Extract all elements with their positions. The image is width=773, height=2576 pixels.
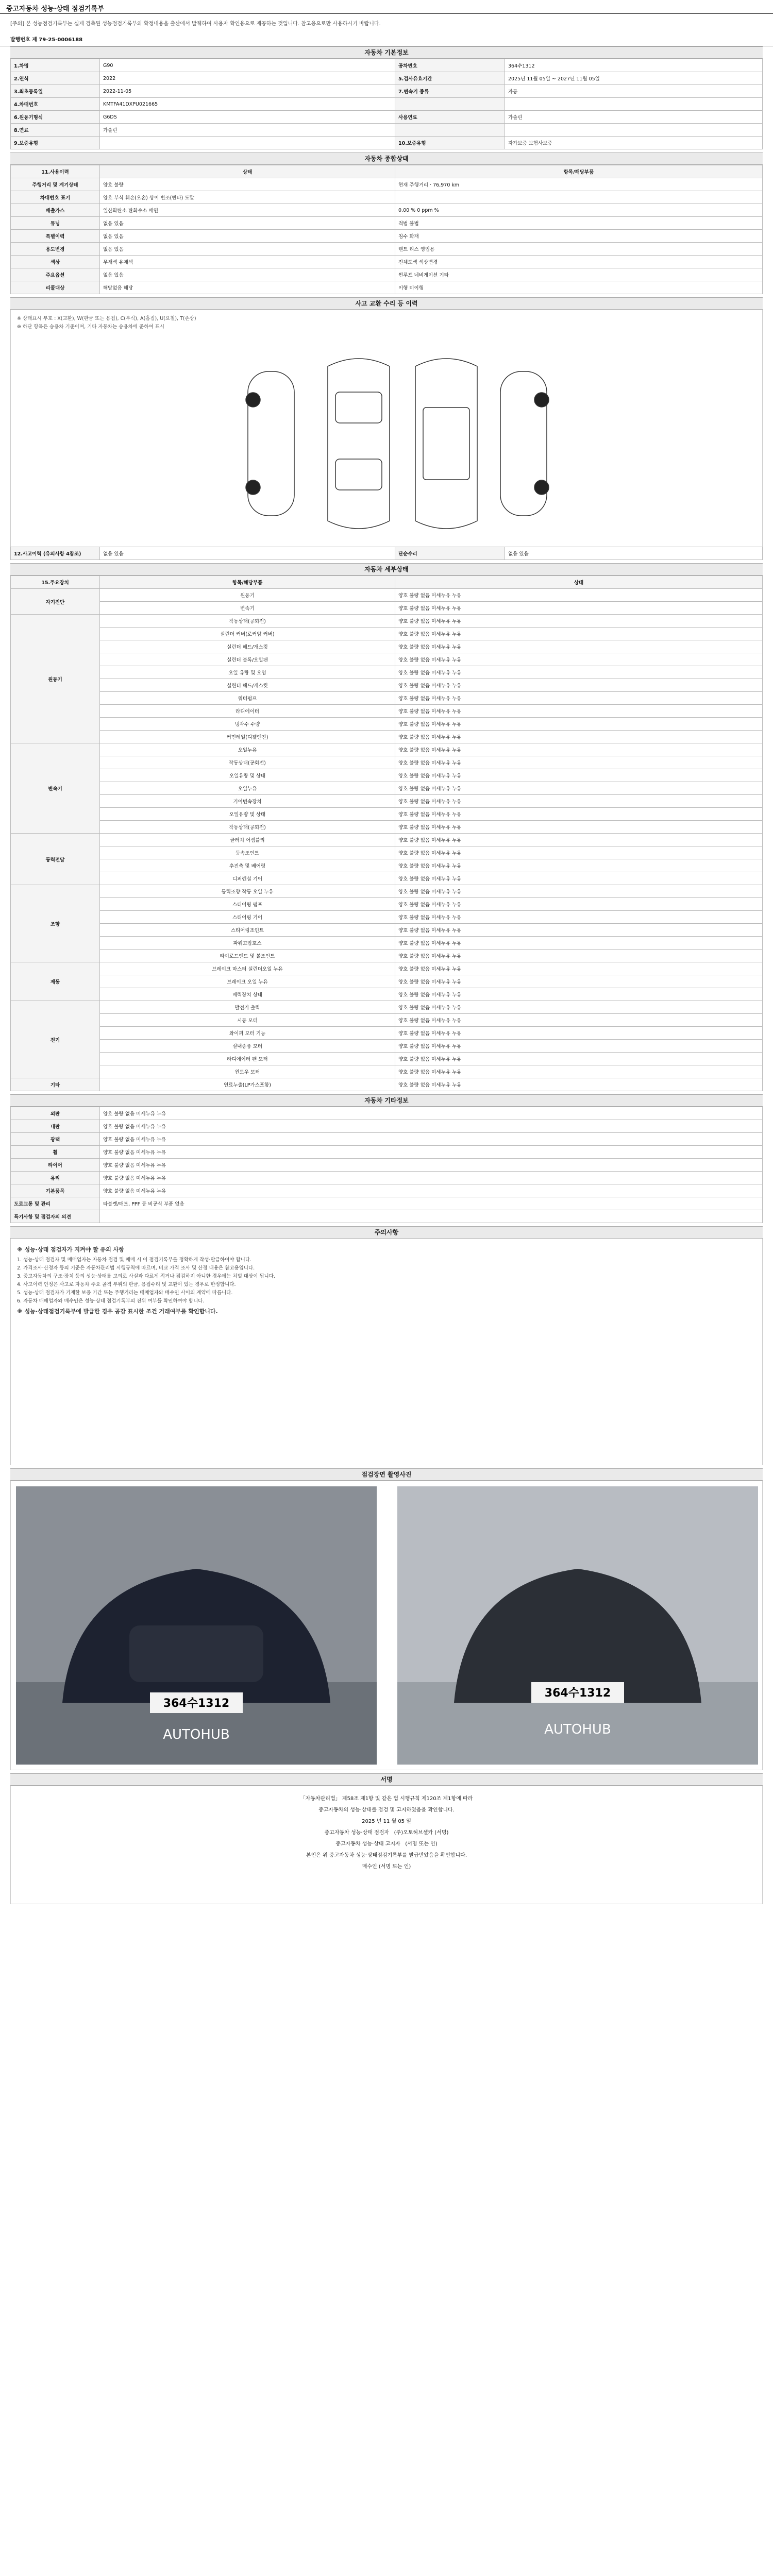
diagram-legend <box>17 315 196 331</box>
status-header: 자동차 종합상태 <box>10 152 763 165</box>
status-state: 해당없음 해당 <box>100 281 395 294</box>
detail-state: 양호 불량 없음 미세누유 누유 <box>395 988 763 1001</box>
detail-state: 양호 불량 없음 미세누유 누유 <box>395 1040 763 1053</box>
detail-row <box>11 679 763 692</box>
detail-row <box>11 821 763 834</box>
detail-item: 오일누유 <box>100 743 395 756</box>
detail-item: 실린더 헤드/개스킷 <box>100 640 395 653</box>
detail-state: 양호 불량 없음 미세누유 누유 <box>395 872 763 885</box>
extra-item: 광택 <box>11 1133 100 1146</box>
extra-item: 기본품목 <box>11 1184 100 1197</box>
status-row <box>11 268 763 281</box>
detail-item: 동력조향 작동 오일 누유 <box>100 885 395 898</box>
status-state: 양호 불량 <box>100 178 395 191</box>
detail-item: 냉각수 수량 <box>100 718 395 731</box>
detail-state: 양호 불량 없음 미세누유 누유 <box>395 898 763 911</box>
detail-item: 오일누유 <box>100 782 395 795</box>
status-row <box>11 204 763 217</box>
detail-item: 오일유량 및 상태 <box>100 808 395 821</box>
basic-value-2: 자가보증 보험사보증 <box>505 137 763 149</box>
detail-state: 양호 불량 없음 미세누유 누유 <box>395 602 763 615</box>
brand-front: AUTOHUB <box>163 1727 230 1742</box>
basic-value: G6DS <box>100 111 395 124</box>
extra-row <box>11 1172 763 1184</box>
basic-row <box>11 72 763 85</box>
detail-item: 시동 모터 <box>100 1014 395 1027</box>
status-name: 배출가스 <box>11 204 100 217</box>
basic-label-2: 사용연료 <box>395 111 505 124</box>
detail-row <box>11 628 763 640</box>
detail-item: 발전기 출력 <box>100 1001 395 1014</box>
detail-state: 양호 불량 없음 미세누유 누유 <box>395 769 763 782</box>
detail-row <box>11 666 763 679</box>
extra-row <box>11 1146 763 1159</box>
sign-line-2: 중고자동차의 성능·상태를 점검 및 고지하였음을 확인합니다. <box>318 1807 455 1813</box>
detail-state: 양호 불량 없음 미세누유 누유 <box>395 808 763 821</box>
notes-line: 1. 성능·상태 점검자 및 매매업자는 자동차 점검 및 매매 시 이 점검기록부를 정확하게 작성·발급하여야 합니다. <box>17 1257 252 1263</box>
sign-header: 서명 <box>10 1773 763 1786</box>
detail-state: 양호 불량 없음 미세누유 누유 <box>395 653 763 666</box>
detail-row <box>11 602 763 615</box>
status-name: 튜닝 <box>11 217 100 230</box>
status-state: 일산화탄소 탄화수소 매연 <box>100 204 395 217</box>
detail-state: 양호 불량 없음 미세누유 누유 <box>395 924 763 937</box>
basic-label: 2.연식 <box>11 72 100 85</box>
detail-row <box>11 756 763 769</box>
brand-rear: AUTOHUB <box>544 1722 611 1737</box>
sign-line-4: 매수인 (서명 또는 인) <box>362 1864 411 1870</box>
basic-value-2: 자동 <box>505 85 763 98</box>
detail-item: 작동상태(공회전) <box>100 615 395 628</box>
detail-group: 조향 <box>11 885 100 962</box>
detail-item: 기어변속장치 <box>100 795 395 808</box>
basic-row <box>11 137 763 149</box>
status-col-use: 11.사용이력 <box>11 165 100 178</box>
status-note: 적법 불법 <box>395 217 763 230</box>
detail-row <box>11 975 763 988</box>
extra-state: 양호 불량 없음 미세누유 누유 <box>100 1172 763 1184</box>
extra-state: 양호 불량 없음 미세누유 누유 <box>100 1107 763 1120</box>
extra-item: 타이어 <box>11 1159 100 1172</box>
sign-notifier-label: 중고자동차 성능·상태 고지자 <box>335 1841 400 1847</box>
detail-group: 변속기 <box>11 743 100 834</box>
basic-label-2 <box>395 124 505 137</box>
sign-inspector-value: (주)오토허브셀카 (서명) <box>394 1830 449 1836</box>
extra-state: 양호 불량 없음 미세누유 누유 <box>100 1184 763 1197</box>
detail-item: 라디에이터 팬 모터 <box>100 1053 395 1065</box>
detail-item: 실린더 커버(로커암 커버) <box>100 628 395 640</box>
detail-item: 스티어링조인트 <box>100 924 395 937</box>
detail-group: 제동 <box>11 962 100 1001</box>
status-name: 특별이력 <box>11 230 100 243</box>
detail-row <box>11 846 763 859</box>
detail-row <box>11 834 763 846</box>
status-row <box>11 178 763 191</box>
opinion-value <box>100 1210 763 1223</box>
detail-state: 양호 불량 없음 미세누유 누유 <box>395 795 763 808</box>
basic-value-2: 가솔린 <box>505 111 763 124</box>
detail-item: 워터펌프 <box>100 692 395 705</box>
basic-value: G90 <box>100 59 395 72</box>
status-name: 주행거리 및 계기상태 <box>11 178 100 191</box>
detail-header: 자동차 세부상태 <box>10 563 763 575</box>
basic-label-2: 7.변속기 종류 <box>395 85 505 98</box>
basic-info-table <box>10 59 763 149</box>
detail-item: 작동상태(공회전) <box>100 821 395 834</box>
detail-row <box>11 1040 763 1053</box>
basic-row <box>11 98 763 111</box>
detail-item: 스티어링 펌프 <box>100 898 395 911</box>
detail-row <box>11 872 763 885</box>
detail-group: 자기진단 <box>11 589 100 615</box>
detail-row <box>11 1027 763 1040</box>
sign-block <box>10 1786 763 1904</box>
extra-table <box>10 1107 763 1223</box>
detail-row <box>11 924 763 937</box>
status-note: 렌트 리스 영업용 <box>395 243 763 256</box>
extra-item: 휠 <box>11 1146 100 1159</box>
photo-rear <box>397 1486 758 1765</box>
sign-inspector <box>18 1827 755 1839</box>
status-note <box>395 191 763 204</box>
detail-row <box>11 885 763 898</box>
basic-value-2: 364수1312 <box>505 59 763 72</box>
car-outline-icon <box>238 351 557 536</box>
detail-state: 양호 불량 없음 미세누유 누유 <box>395 1078 763 1091</box>
extra-header: 자동차 기타정보 <box>10 1094 763 1107</box>
detail-state: 양호 불량 없음 미세누유 누유 <box>395 1065 763 1078</box>
detail-item: 클러치 어셈블리 <box>100 834 395 846</box>
detail-state: 양호 불량 없음 미세누유 누유 <box>395 731 763 743</box>
detail-state: 양호 불량 없음 미세누유 누유 <box>395 615 763 628</box>
plate-rear: 364수1312 <box>544 1687 611 1700</box>
detail-row <box>11 962 763 975</box>
detail-group: 기타 <box>11 1078 100 1091</box>
detail-row <box>11 950 763 962</box>
detail-item: 등속조인트 <box>100 846 395 859</box>
detail-row <box>11 653 763 666</box>
sign-line-3: 본인은 위 중고자동차 성능·상태점검기록부를 발급받았음을 확인합니다. <box>306 1853 467 1858</box>
detail-item: 연료누출(LP가스포함) <box>100 1078 395 1091</box>
notes-title: ※ 성능·상태 점검자가 지켜야 할 유의 사항 <box>17 1246 124 1253</box>
basic-value: 가솔린 <box>100 124 395 137</box>
detail-item: 추진축 및 베어링 <box>100 859 395 872</box>
detail-col-part: 항목/해당부품 <box>100 576 395 589</box>
sign-notifier <box>18 1839 755 1850</box>
basic-label: 4.차대번호 <box>11 98 100 111</box>
basic-value-2 <box>505 124 763 137</box>
legend-line-2: ※ 하단 항목은 승용차 기준이며, 기타 자동차는 승용차에 준하여 표시 <box>17 324 164 330</box>
status-col-state: 상태 <box>100 165 395 178</box>
accident-label: 12.사고이력 (유의사항 4참조) <box>11 547 100 560</box>
detail-col-state: 상태 <box>395 576 763 589</box>
extra-item: 유리 <box>11 1172 100 1184</box>
extra-row <box>11 1159 763 1172</box>
status-name: 색상 <box>11 256 100 268</box>
detail-row <box>11 937 763 950</box>
detail-table <box>10 575 763 1091</box>
detail-row <box>11 718 763 731</box>
status-note: 전체도색 색상변경 <box>395 256 763 268</box>
basic-row <box>11 124 763 137</box>
basic-info-header: 자동차 기본정보 <box>10 46 763 59</box>
basic-row <box>11 59 763 72</box>
detail-row <box>11 859 763 872</box>
detail-state: 양호 불량 없음 미세누유 누유 <box>395 756 763 769</box>
detail-row <box>11 1078 763 1091</box>
detail-state: 양호 불량 없음 미세누유 누유 <box>395 1014 763 1027</box>
status-row <box>11 256 763 268</box>
sign-line-1: 「자동차관리법」 제58조 제1항 및 같은 법 시행규칙 제120조 제1항에 따라 <box>300 1796 473 1802</box>
notes-line: 2. 가격조사·산정자 등의 기준은 자동차관리법 시행규칙에 따르며, 비교 가격 조사 및 산정 내용은 참고용입니다. <box>17 1265 255 1271</box>
detail-item: 브레이크 마스터 실린더오일 누유 <box>100 962 395 975</box>
basic-label-2: 5.검사유효기간 <box>395 72 505 85</box>
detail-state: 양호 불량 없음 미세누유 누유 <box>395 1027 763 1040</box>
detail-row <box>11 795 763 808</box>
owner-label: 도로교통 및 관리 <box>11 1197 100 1210</box>
detail-state: 양호 불량 없음 미세누유 누유 <box>395 718 763 731</box>
detail-item: 실린더 헤드/개스킷 <box>100 679 395 692</box>
status-note: 0.00 % 0 ppm % <box>395 204 763 217</box>
basic-value <box>100 137 395 149</box>
detail-item: 실내송풍 모터 <box>100 1040 395 1053</box>
notes-header: 주의사항 <box>10 1226 763 1239</box>
notes-body <box>10 1239 763 1465</box>
extra-row <box>11 1184 763 1197</box>
status-note: 침수 화재 <box>395 230 763 243</box>
extra-row <box>11 1133 763 1146</box>
detail-state: 양호 불량 없음 미세누유 누유 <box>395 821 763 834</box>
detail-row <box>11 782 763 795</box>
status-state: 양호 부식 훼손(오손) 상이 변조(변타) 도말 <box>100 191 395 204</box>
page-title: 중고자동차 성능·상태 점검기록부 <box>0 0 773 14</box>
detail-state: 양호 불량 없음 미세누유 누유 <box>395 911 763 924</box>
status-name: 주요옵션 <box>11 268 100 281</box>
status-state: 없음 있음 <box>100 230 395 243</box>
extra-state: 양호 불량 없음 미세누유 누유 <box>100 1120 763 1133</box>
detail-item: 오일유량 및 상태 <box>100 769 395 782</box>
detail-row <box>11 769 763 782</box>
status-name: 용도변경 <box>11 243 100 256</box>
detail-row <box>11 731 763 743</box>
detail-group: 원동기 <box>11 615 100 743</box>
detail-col-device: 15.주요장치 <box>11 576 100 589</box>
status-row <box>11 217 763 230</box>
detail-row <box>11 640 763 653</box>
notes-line: 3. 중고자동차의 구조·장치 등의 성능·상태를 고의로 사실과 다르게 적거나 점검하지 아니한 경우에는 처벌 대상이 됩니다. <box>17 1274 275 1279</box>
accident-table <box>10 547 763 560</box>
basic-row <box>11 111 763 124</box>
detail-item: 브레이크 오일 누유 <box>100 975 395 988</box>
detail-item: 작동상태(공회전) <box>100 756 395 769</box>
detail-item: 타이로드엔드 및 볼조인트 <box>100 950 395 962</box>
simple-repair-value: 없음 있음 <box>505 547 763 560</box>
detail-row <box>11 615 763 628</box>
detail-state: 양호 불량 없음 미세누유 누유 <box>395 1001 763 1014</box>
detail-state: 양호 불량 없음 미세누유 누유 <box>395 628 763 640</box>
detail-item: 배력장치 상태 <box>100 988 395 1001</box>
basic-label-2: 10.보증유형 <box>395 137 505 149</box>
detail-row <box>11 988 763 1001</box>
basic-label: 6.원동기형식 <box>11 111 100 124</box>
notice-text: [주의] 본 성능점검기록부는 실제 검측된 성능점검기록부의 확정내용을 출산에서 발췌하여 사용자 확인용으로 제공하는 것입니다. 참고용으로만 사용하시기 바랍니다. <box>10 21 381 27</box>
detail-item: 변속기 <box>100 602 395 615</box>
basic-label: 8.연료 <box>11 124 100 137</box>
detail-state: 양호 불량 없음 미세누유 누유 <box>395 640 763 653</box>
inspection-photos <box>10 1481 763 1770</box>
detail-state: 양호 불량 없음 미세누유 누유 <box>395 589 763 602</box>
detail-row <box>11 898 763 911</box>
extra-item: 외판 <box>11 1107 100 1120</box>
extra-item: 내판 <box>11 1120 100 1133</box>
status-note: 썬루프 네비게이션 기타 <box>395 268 763 281</box>
detail-state: 양호 불량 없음 미세누유 누유 <box>395 705 763 718</box>
basic-value: 2022-11-05 <box>100 85 395 98</box>
detail-row <box>11 589 763 602</box>
detail-state: 양호 불량 없음 미세누유 누유 <box>395 1053 763 1065</box>
notes-title-2: ※ 성능·상태점검기록부에 발급한 경우 공감 표시한 조건 거래여부를 확인합니다. <box>17 1308 218 1315</box>
detail-group: 전기 <box>11 1001 100 1078</box>
detail-item: 실린더 블록/오일팬 <box>100 653 395 666</box>
detail-state: 양호 불량 없음 미세누유 누유 <box>395 666 763 679</box>
detail-row <box>11 808 763 821</box>
status-state: 없음 있음 <box>100 217 395 230</box>
status-col-parts: 항목/해당부품 <box>395 165 763 178</box>
detail-state: 양호 불량 없음 미세누유 누유 <box>395 962 763 975</box>
detail-item: 디퍼렌셜 기어 <box>100 872 395 885</box>
detail-state: 양호 불량 없음 미세누유 누유 <box>395 834 763 846</box>
detail-row <box>11 911 763 924</box>
legend-line-1: ※ 상태표시 부호 : X(교환), W(판금 또는 용접), C(부식), A(흠집), U(요철), T(손상) <box>17 316 196 321</box>
accident-value: 없음 있음 <box>100 547 395 560</box>
detail-state: 양호 불량 없음 미세누유 누유 <box>395 846 763 859</box>
status-state: 없음 있음 <box>100 243 395 256</box>
basic-label: 1.차명 <box>11 59 100 72</box>
detail-item: 원동기 <box>100 589 395 602</box>
detail-state: 양호 불량 없음 미세누유 누유 <box>395 743 763 756</box>
notes-line: 6. 자동차 매매업자와 매수인은 성능·상태 점검기록부의 진위 여부를 확인하여야 합니다. <box>17 1298 205 1304</box>
detail-item: 커먼레일(디젤엔진) <box>100 731 395 743</box>
status-name: 차대번호 표기 <box>11 191 100 204</box>
status-state: 없음 있음 <box>100 268 395 281</box>
basic-label-2 <box>395 98 505 111</box>
detail-state: 양호 불량 없음 미세누유 누유 <box>395 950 763 962</box>
detail-row <box>11 705 763 718</box>
status-row <box>11 281 763 294</box>
basic-value-2: 2025년 11월 05일 ~ 2027년 11월 05일 <box>505 72 763 85</box>
car-diagram <box>10 310 763 547</box>
sign-notifier-value: (서명 또는 인) <box>405 1841 438 1847</box>
status-row <box>11 230 763 243</box>
detail-item: 와이퍼 모터 기능 <box>100 1027 395 1040</box>
detail-row <box>11 1053 763 1065</box>
detail-state: 양호 불량 없음 미세누유 누유 <box>395 975 763 988</box>
status-state: 무채색 유채색 <box>100 256 395 268</box>
photo-front <box>16 1486 377 1765</box>
detail-item: 파워고압호스 <box>100 937 395 950</box>
photos-header: 점검장면 촬영사진 <box>10 1468 763 1481</box>
detail-item: 오일 유량 및 오염 <box>100 666 395 679</box>
detail-state: 양호 불량 없음 미세누유 누유 <box>395 937 763 950</box>
extra-row <box>11 1120 763 1133</box>
basic-value-2 <box>505 98 763 111</box>
detail-state: 양호 불량 없음 미세누유 누유 <box>395 692 763 705</box>
detail-item: 라디에이터 <box>100 705 395 718</box>
plate-front: 364수1312 <box>163 1697 230 1710</box>
basic-row <box>11 85 763 98</box>
extra-state: 양호 불량 없음 미세누유 누유 <box>100 1159 763 1172</box>
detail-state: 양호 불량 없음 미세누유 누유 <box>395 885 763 898</box>
opinion-label: 특기사항 및 점검자의 의견 <box>11 1210 100 1223</box>
basic-label-2: 공차번호 <box>395 59 505 72</box>
extra-state: 양호 불량 없음 미세누유 누유 <box>100 1146 763 1159</box>
basic-label: 3.최초등록일 <box>11 85 100 98</box>
extra-state: 양호 불량 없음 미세누유 누유 <box>100 1133 763 1146</box>
history-header: 사고 교환 수리 등 이력 <box>10 297 763 310</box>
detail-row <box>11 692 763 705</box>
detail-row <box>11 1014 763 1027</box>
detail-group: 동력전달 <box>11 834 100 885</box>
status-name: 리콜대상 <box>11 281 100 294</box>
status-row <box>11 191 763 204</box>
cert-number: 발행번호 제 79-25-0006188 <box>0 32 773 46</box>
status-note: 이행 미이행 <box>395 281 763 294</box>
owner-value: 타블렛/매트, PPF 등 비공식 부품 없음 <box>100 1197 763 1210</box>
status-note: 현재 주행거리 · 76,970 km <box>395 178 763 191</box>
status-row <box>11 243 763 256</box>
detail-state: 양호 불량 없음 미세누유 누유 <box>395 782 763 795</box>
notes-line: 5. 성능·상태 점검자가 기재한 보증 기간 또는 주행거리는 매매업자와 매수인 사이의 계약에 따릅니다. <box>17 1290 233 1296</box>
detail-item: 윈도우 모터 <box>100 1065 395 1078</box>
basic-value: 2022 <box>100 72 395 85</box>
sign-date: 2025 년 11 월 05 일 <box>362 1819 411 1824</box>
detail-item: 스티어링 기어 <box>100 911 395 924</box>
status-table <box>10 165 763 294</box>
notes-line: 4. 사고이력 인정은 사고로 자동차 주요 골격 부위의 판금, 용접수리 및 교환이 있는 경우로 한정합니다. <box>17 1282 236 1287</box>
detail-row <box>11 743 763 756</box>
simple-repair-label: 단순수리 <box>395 547 505 560</box>
basic-label: 9.보증유형 <box>11 137 100 149</box>
detail-state: 양호 불량 없음 미세누유 누유 <box>395 859 763 872</box>
detail-row <box>11 1065 763 1078</box>
sign-inspector-label: 중고자동차 성능·상태 점검자 <box>324 1830 390 1836</box>
detail-state: 양호 불량 없음 미세누유 누유 <box>395 679 763 692</box>
detail-row <box>11 1001 763 1014</box>
extra-row <box>11 1107 763 1120</box>
basic-value: KMTFA41DXPU021665 <box>100 98 395 111</box>
